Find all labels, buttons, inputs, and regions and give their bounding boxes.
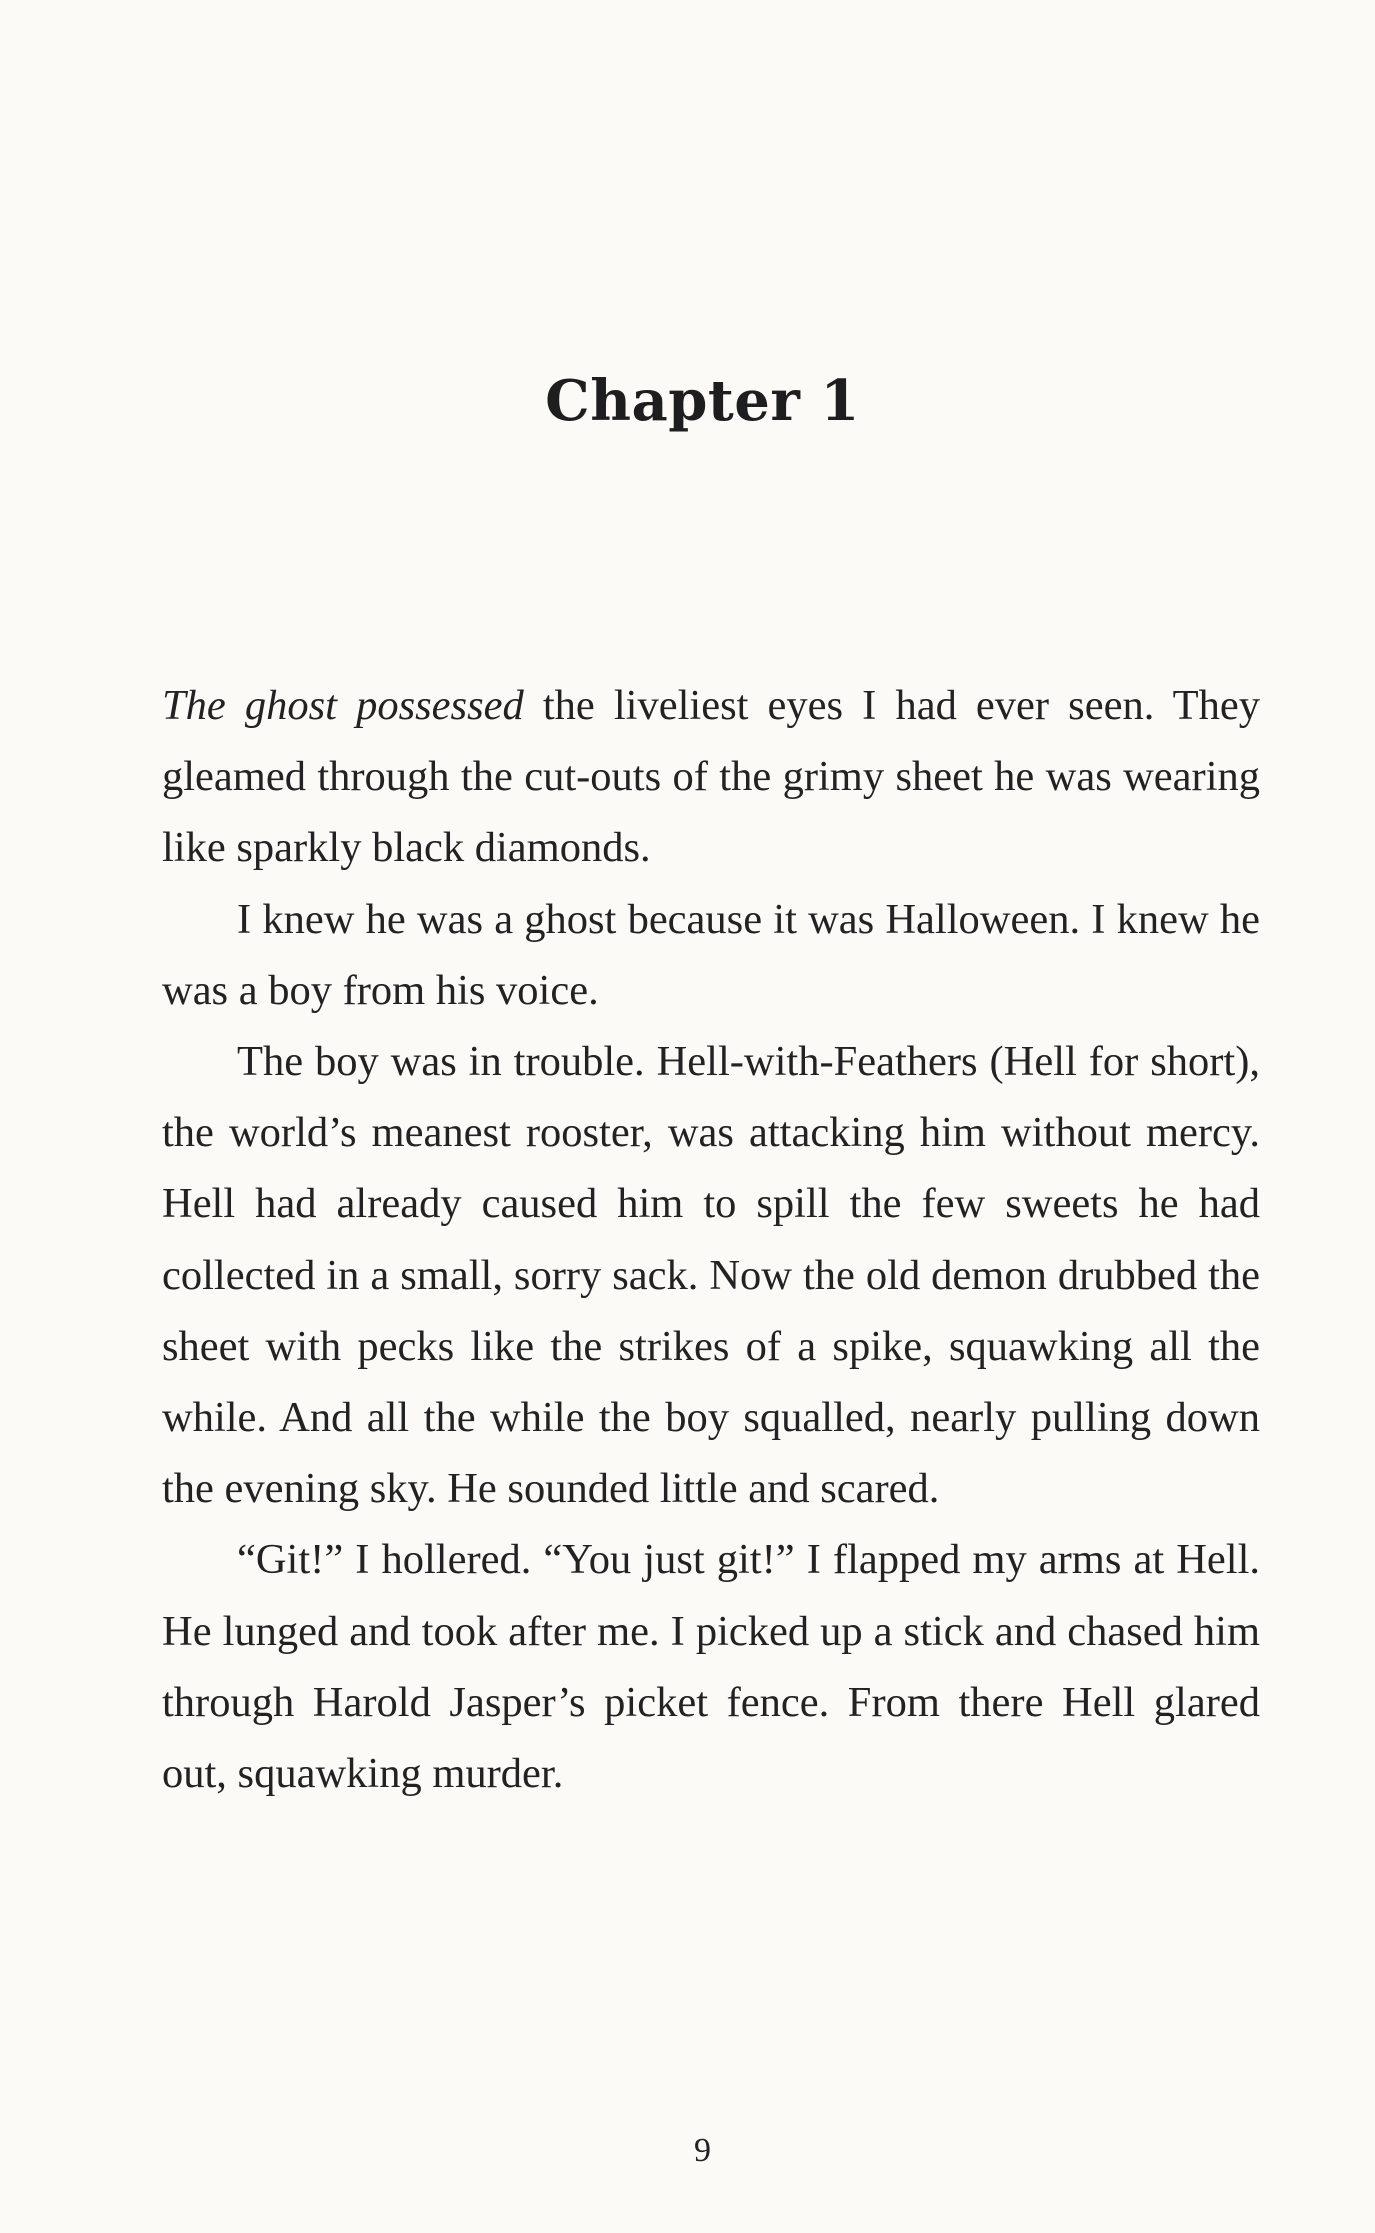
paragraph [162, 884, 1260, 1026]
paragraph-text: I knew he was a ghost because it was Halloween. I knew he was a boy from his voice. [162, 895, 1260, 1014]
paragraph [162, 1524, 1260, 1809]
chapter-body [162, 670, 1260, 1809]
paragraph-text: The boy was in trouble. Hell-with-Feathers (Hell for short), the world’s meanest rooster, was attacking him without mercy. Hell had already caused him to spill the few sweets he had collected in a small, sorry sack. Now the old demon drubbed the sheet with pecks like the strikes of a spike, squawking all the while. And all the while the boy squalled, nearly pulling down the evening sky. He sounded little and scared. [162, 1038, 1260, 1513]
paragraph [162, 1026, 1260, 1524]
chapter-title: Chapter 1 [545, 368, 860, 434]
page-number: 9 [694, 2132, 711, 2169]
paragraph-text: the liveliest eyes I had ever seen. They gleamed through the cut-outs of the grimy sheet he was wearing like sparkly black diamonds. [162, 682, 1260, 872]
italic-lead-text: The ghost possessed [162, 682, 524, 729]
paragraph-text: “Git!” I hollered. “You just git!” I flapped my arms at Hell. He lunged and took after me. I picked up a stick and chased him through Harold Jasper’s picket fence. From there Hell glared out, squawking murder. [162, 1536, 1260, 1798]
paragraph [162, 670, 1260, 884]
